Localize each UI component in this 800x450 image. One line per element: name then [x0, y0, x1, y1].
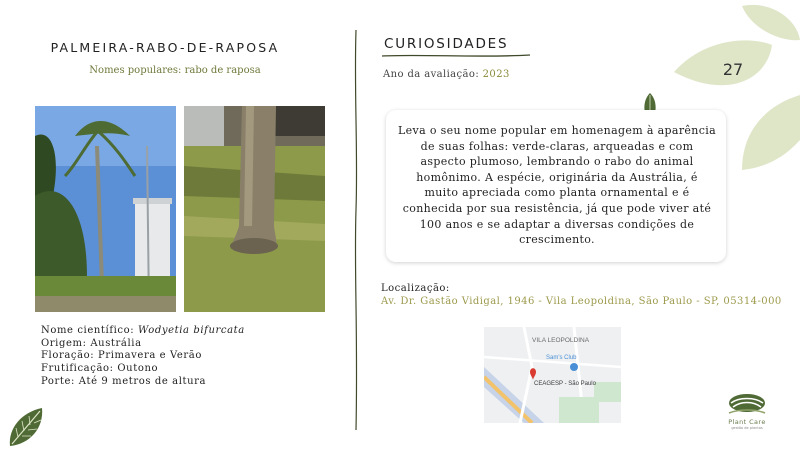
leaf-icon	[6, 406, 46, 450]
map-pin-label: CEAGESP - São Paulo	[534, 381, 596, 387]
scientific-name: Nome científico: Wodyetia bifurcata	[41, 325, 245, 336]
plant-facts	[41, 325, 245, 389]
map-store: Sam's Club	[546, 355, 577, 361]
popular-names: Nomes populares: rabo de raposa	[89, 65, 261, 76]
logo-tagline: gestão de plantas	[731, 426, 763, 430]
evaluation-year: Ano da avaliação: 2023	[383, 69, 510, 80]
plant-title: PALMEIRA-RABO-DE-RAPOSA	[50, 40, 280, 55]
palm-tree-photo	[35, 106, 176, 312]
curiosity-text: Leva o seu nome popular em homenagem à aparência de suas folhas: verde-claras, arqueadas e com aspecto plumoso, lembrando o rabo do animal homônimo. A espécie, originária da Austrália, é muito apreciada como planta ornamental e é conhecida por sua resistência, já que pode viver até 100 anos e se adaptar a diversas condições de crescimento.	[398, 124, 717, 247]
location-map[interactable]	[484, 327, 621, 423]
flowering: Floração: Primavera e Verão	[41, 350, 202, 362]
title-underline	[382, 54, 530, 58]
page-divider	[351, 30, 361, 430]
map-district: VILA LEOPOLDINA	[532, 337, 590, 344]
palm-trunk-photo	[184, 106, 325, 312]
location-label: Localização:	[381, 283, 450, 294]
section-title: CURIOSIDADES	[384, 36, 509, 52]
location-address: Av. Dr. Gastão Vidigal, 1946 - Vila Leopoldina, São Paulo - SP, 05314-000	[381, 296, 782, 307]
plant-size: Porte: Até 9 metros de altura	[41, 375, 207, 387]
origin: Origem: Austrália	[41, 337, 142, 349]
page-number: 27	[722, 60, 744, 79]
fruiting: Frutificação: Outono	[41, 363, 159, 375]
logo-name: Plant Care	[728, 418, 766, 426]
